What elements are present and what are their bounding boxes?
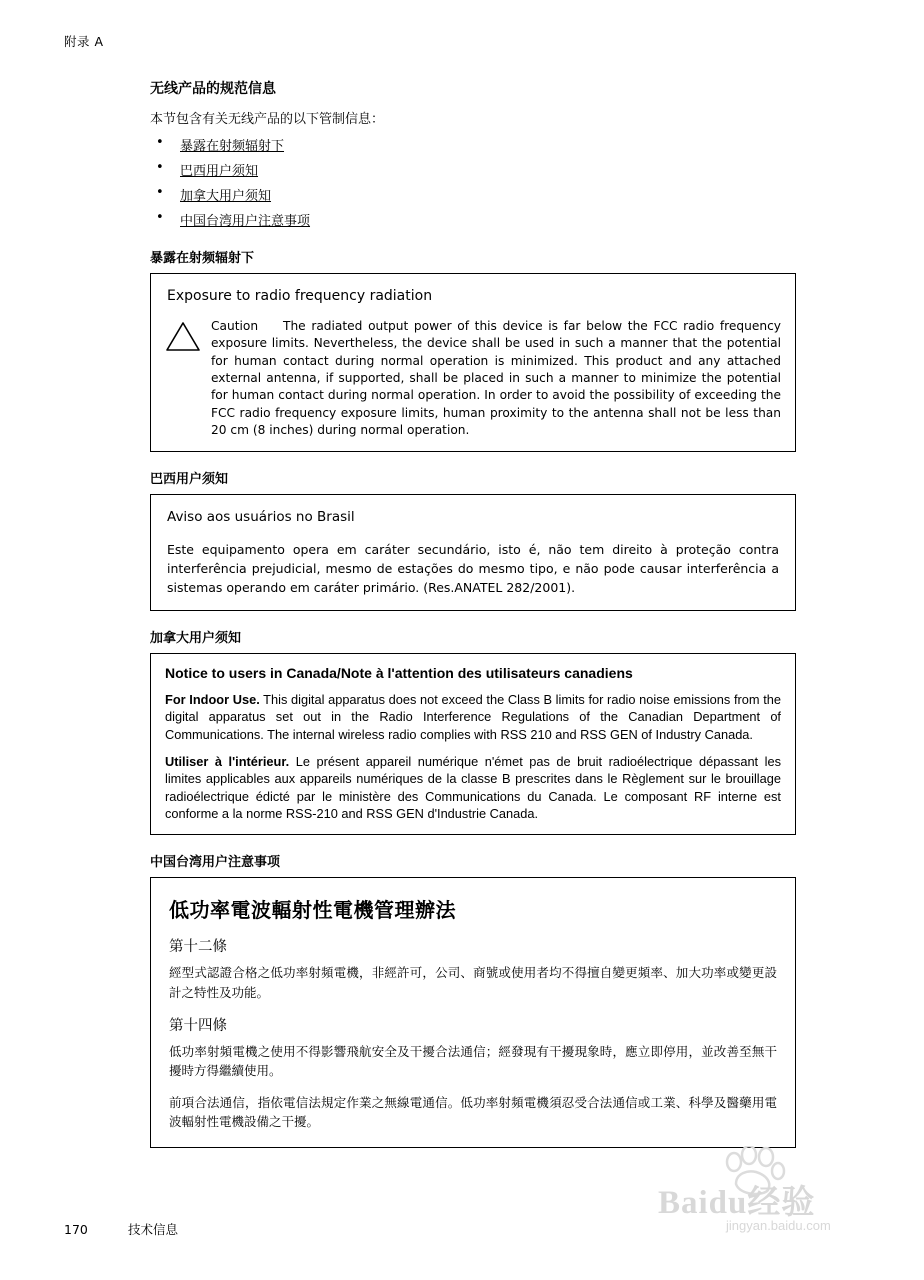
taiwan-article-12-heading: 第十二條 bbox=[169, 939, 227, 956]
heading-brazil: 巴西用户须知 bbox=[150, 472, 229, 488]
page-content bbox=[150, 78, 796, 1164]
taiwan-box bbox=[150, 877, 796, 1148]
rf-exposure-box-title: Exposure to radio frequency radiation bbox=[167, 288, 433, 304]
list-item bbox=[150, 185, 796, 204]
bullet-icon: • bbox=[156, 185, 164, 200]
brazil-box bbox=[150, 494, 796, 610]
watermark-text: Baidu经验 bbox=[658, 1185, 816, 1221]
canada-box-title: Notice to users in Canada/Note à l'attention des utilisateurs canadiens bbox=[165, 664, 633, 681]
page-number: 170 bbox=[64, 1222, 88, 1237]
canada-paragraph-french bbox=[165, 753, 781, 824]
footer-label: 技术信息 bbox=[128, 1222, 179, 1237]
rf-exposure-text bbox=[211, 318, 781, 439]
warning-triangle-icon bbox=[165, 318, 211, 356]
taiwan-article-14-heading: 第十四條 bbox=[169, 1017, 227, 1034]
rf-exposure-paragraph: The radiated output power of this device is far below the FCC radio frequency exposure limits. Nevertheless, the device shall be used in such a manner that the potential for human contact during normal operation is minimized. This product and any attached external antenna, if supported, shall be placed in such a manner to minimize the potential for human contact during normal operation. In order to avoid the possibility of exceeding the FCC radio frequency exposure limits, human proximity to the antenna shall not be less than 20 cm (8 inches) during normal operation. bbox=[211, 319, 781, 437]
brazil-box-title: Aviso aos usuários no Brasil bbox=[167, 509, 355, 526]
link-taiwan-notice[interactable]: 中国台湾用户注意事项 bbox=[180, 214, 311, 229]
taiwan-article-12-text: 經型式認證合格之低功率射頻電機，非經許可，公司、商號或使用者均不得擅自變更頻率、加大功率或變更設計之特性及功能。 bbox=[169, 965, 777, 1000]
bullet-icon: • bbox=[156, 135, 164, 150]
link-canada-notice[interactable]: 加拿大用户须知 bbox=[180, 189, 272, 204]
page-footer bbox=[64, 1220, 864, 1238]
canada-para1-text: This digital apparatus does not exceed the Class B limits for radio noise emissions from the digital apparatus set out in the Radio Interference Regulations of the Canadian Department of Communications. The internal wireless radio complies with RSS 210 and RSS GEN of Industry Canada. bbox=[165, 691, 781, 742]
page-header-label: 附录 A bbox=[64, 34, 104, 49]
watermark-subtext: jingyan.baidu.com bbox=[726, 1218, 831, 1233]
list-item bbox=[150, 135, 796, 154]
list-item bbox=[150, 160, 796, 179]
brazil-text: Este equipamento opera em caráter secundário, isto é, não tem direito à proteção contra interferência prejudicial, mesmo de estações do mesmo tipo, e não pode causar interferência a sistemas operando em caráter primário. (Res.ANATEL 282/2001). bbox=[167, 542, 779, 595]
link-brazil-notice[interactable]: 巴西用户须知 bbox=[180, 164, 259, 179]
canada-para2-bold: Utiliser à l'intérieur. bbox=[165, 753, 290, 769]
taiwan-box-title: 低功率電波輻射性電機管理辦法 bbox=[169, 898, 456, 923]
heading-canada: 加拿大用户须知 bbox=[150, 630, 242, 646]
taiwan-article-14-text: 低功率射頻電機之使用不得影響飛航安全及干擾合法通信；經發現有干擾現象時，應立即停用，並改善至無干擾時方得繼續使用。 bbox=[169, 1043, 777, 1079]
bullet-icon: • bbox=[156, 210, 164, 225]
rf-exposure-box bbox=[150, 273, 796, 452]
canada-box bbox=[150, 653, 796, 836]
list-item bbox=[150, 210, 796, 229]
bullet-icon: • bbox=[156, 160, 164, 175]
section-title: 无线产品的规范信息 bbox=[150, 81, 276, 97]
heading-taiwan: 中国台湾用户注意事项 bbox=[150, 855, 281, 871]
link-rf-exposure[interactable]: 暴露在射频辐射下 bbox=[180, 139, 285, 154]
canada-para2-text: Le présent appareil numérique n'émet pas de bruit radioélectrique dépassant les limites applicables aux appareils numériques de la classe B prescrites dans le Règlement sur le brouillage radioélectrique édicté par le ministère des Communications du Canada. Le composant RF interne est conforme a la norme RSS-210 and RSS GEN d'Industrie Canada. bbox=[165, 753, 781, 822]
section-intro: 本节包含有关无线产品的以下管制信息： bbox=[150, 112, 385, 127]
canada-para1-bold: For Indoor Use. bbox=[165, 691, 260, 707]
section-link-list bbox=[150, 135, 796, 229]
rf-exposure-body bbox=[165, 318, 781, 439]
taiwan-article-14-text-continued: 前項合法通信，指依電信法規定作業之無線電通信。低功率射頻電機須忍受合法通信或工業、科學及醫藥用電波輻射性電機設備之干擾。 bbox=[169, 1094, 777, 1130]
heading-rf-exposure: 暴露在射频辐射下 bbox=[150, 251, 255, 266]
canada-paragraph-english bbox=[165, 691, 781, 744]
caution-label: Caution bbox=[211, 319, 259, 333]
